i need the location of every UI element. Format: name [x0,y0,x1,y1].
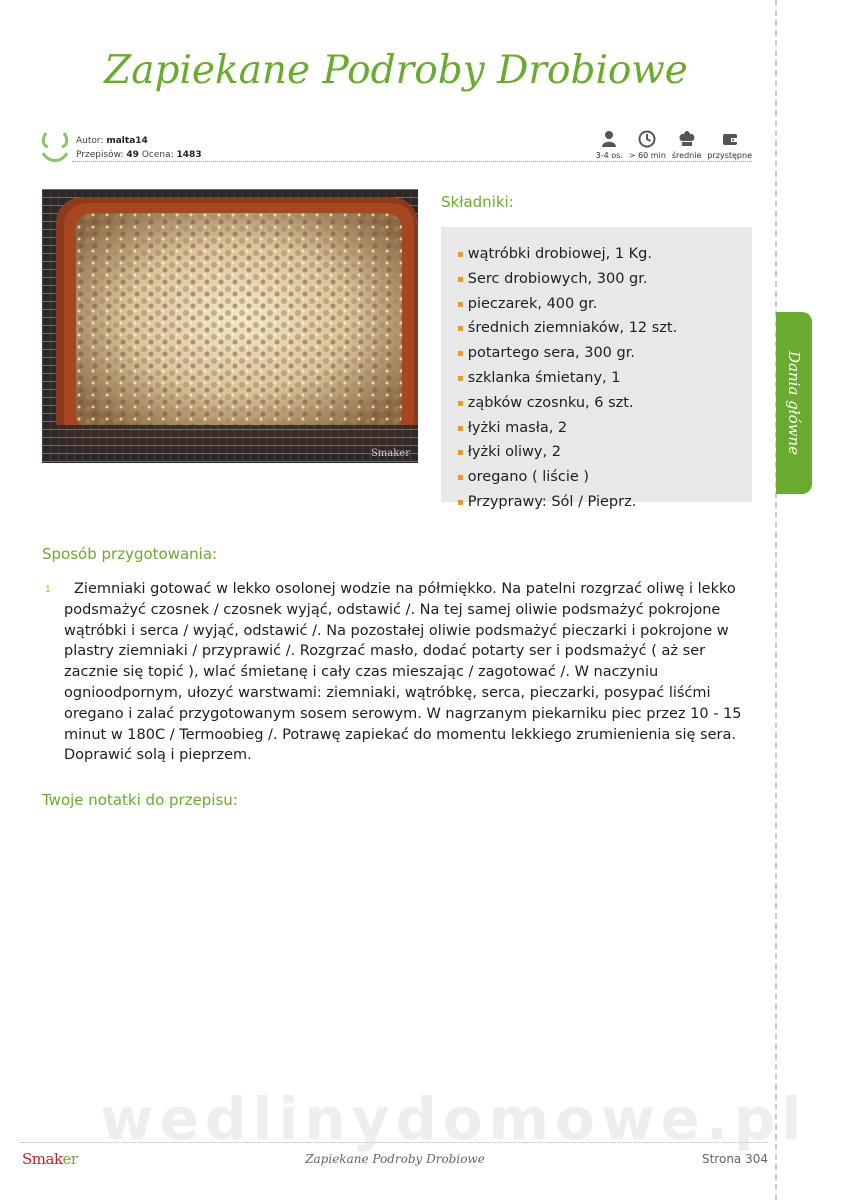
servings-badge [596,130,623,160]
ingredient-item [457,293,740,318]
ingredient-text: wątróbki drobiowej, 1 Kg. [467,246,652,262]
category-side-tab[interactable] [776,312,812,494]
photo-watermark: Smaker [370,448,410,459]
meta-dotted-rule [72,161,752,162]
recipes-label: Przepisów: [76,150,124,160]
cut-line-divider [775,0,777,1200]
rating-label: Ocena: [141,150,174,160]
ingredient-item [457,342,740,367]
brand-part-b: er [62,1150,78,1168]
bullet-icon: ▪ [457,472,464,484]
ingredient-item [457,441,740,466]
rating-value: 1483 [176,150,202,160]
step-text: Ziemniaki gotować w lekko osolonej wodzie na półmiękko. Na patelni rozgrzać oliwę i lekko podsmażyć czosnek / czosnek wyjąć, odstawić /. Na tej samej oliwie podsmażyć pokrojone wątróbki i serca / wyjąć, odstawić /. Na pozostałej oliwie podsmażyć pieczarki i pokrojone w plastry ziemniaki / przyprawić /. Rozgrzać masło, dodać potarty ser i podsmażyć ( aż ser zacznie się topić ), wlać śmietanę i cały czas mieszając / zagotować /. W naczyniu ognioodpornym, ułozyć warstwami: ziemniaki, wątróbkę, serca, pieczarki, posypać liśćmi oregano i zalać przygotowanym sosem serowym. W nagrzanym piekarniku piec przez 10 - 15 minut w 180C / Termoobieg /. Potrawę zapiekać do momentu lekkiego zrumienienia się sera. Doprawić solą i pieprzem. [64,581,742,764]
ingredient-item [457,367,740,392]
recipes-count: 49 [126,150,139,160]
ingredient-text: ząbków czosnku, 6 szt. [467,394,634,411]
clock-icon [638,130,656,148]
site-watermark: wedlinydomowe.pl [100,1085,808,1153]
bullet-icon: ▪ [457,298,464,310]
stats-line [76,148,202,162]
bullet-icon: ▪ [457,447,464,459]
notes-heading: Twoje notatki do przepisu: [42,791,238,809]
ingredient-item [457,491,740,516]
recipe-badges [596,130,752,160]
recipe-title: Zapiekane Podroby Drobiowe [104,48,688,93]
ingredient-item [457,392,740,417]
chef-hat-icon [678,130,696,148]
page-number: Strona 304 [701,1152,768,1166]
bullet-icon: ▪ [457,273,464,285]
bullet-icon: ▪ [457,249,464,260]
ingredient-text: Przyprawy: Sól / Pieprz. [467,493,637,510]
footer-divider [20,1142,768,1143]
preparation-heading: Sposób przygotowania: [42,545,218,563]
footer-recipe-title: Zapiekane Podroby Drobiowe [305,1152,485,1166]
difficulty-badge [672,130,702,160]
bullet-icon: ▪ [457,323,464,335]
bullet-icon: ▪ [457,372,464,384]
recipe-meta-row [40,130,752,166]
bullet-icon: ▪ [457,496,464,508]
wallet-icon [721,130,739,148]
author-label: Autor: [76,136,104,146]
ingredient-item [457,243,740,268]
step-number: 1 [45,585,51,595]
time-badge [629,130,666,160]
ingredient-text: łyżki oliwy, 2 [467,444,561,461]
ingredients-heading: Składniki: [441,193,514,211]
ingredients-box [441,227,752,510]
bullet-icon: ▪ [457,348,464,360]
preparation-steps [42,579,754,766]
ingredient-item [457,268,740,293]
bullet-icon: ▪ [457,422,464,434]
author-line [76,134,202,148]
category-side-tab-label: Dania główne [785,350,803,456]
brand-part-a: Smak [22,1150,63,1168]
ingredient-text: Serc drobiowych, 300 gr. [467,270,648,287]
author-name[interactable]: malta14 [106,136,148,146]
person-icon [600,130,618,148]
dish-photo [42,189,418,463]
ingredient-text: oregano ( liście ) [467,469,590,486]
bullet-icon: ▪ [457,397,464,409]
time-label: > 60 min [628,151,666,160]
ingredient-text: potartego sera, 300 gr. [467,345,635,362]
ingredients-list [457,243,740,516]
servings-label: 3-4 os. [595,151,623,160]
author-logo-icon [40,131,70,165]
ingredient-text: szklanka śmietany, 1 [467,369,621,386]
ingredient-text: średnich ziemniaków, 12 szt. [467,320,678,337]
cost-badge [707,130,752,160]
difficulty-label: średnie [671,151,702,160]
ingredient-item [457,417,740,442]
dish-photo-illustration [42,189,418,463]
ingredient-text: pieczarek, 400 gr. [467,295,598,312]
cost-label: przystępne [707,151,752,160]
author-info [76,134,202,162]
ingredient-item [457,466,740,491]
ingredient-item [457,317,740,342]
ingredient-text: łyżki masła, 2 [467,419,568,436]
smaker-logo [22,1150,78,1168]
